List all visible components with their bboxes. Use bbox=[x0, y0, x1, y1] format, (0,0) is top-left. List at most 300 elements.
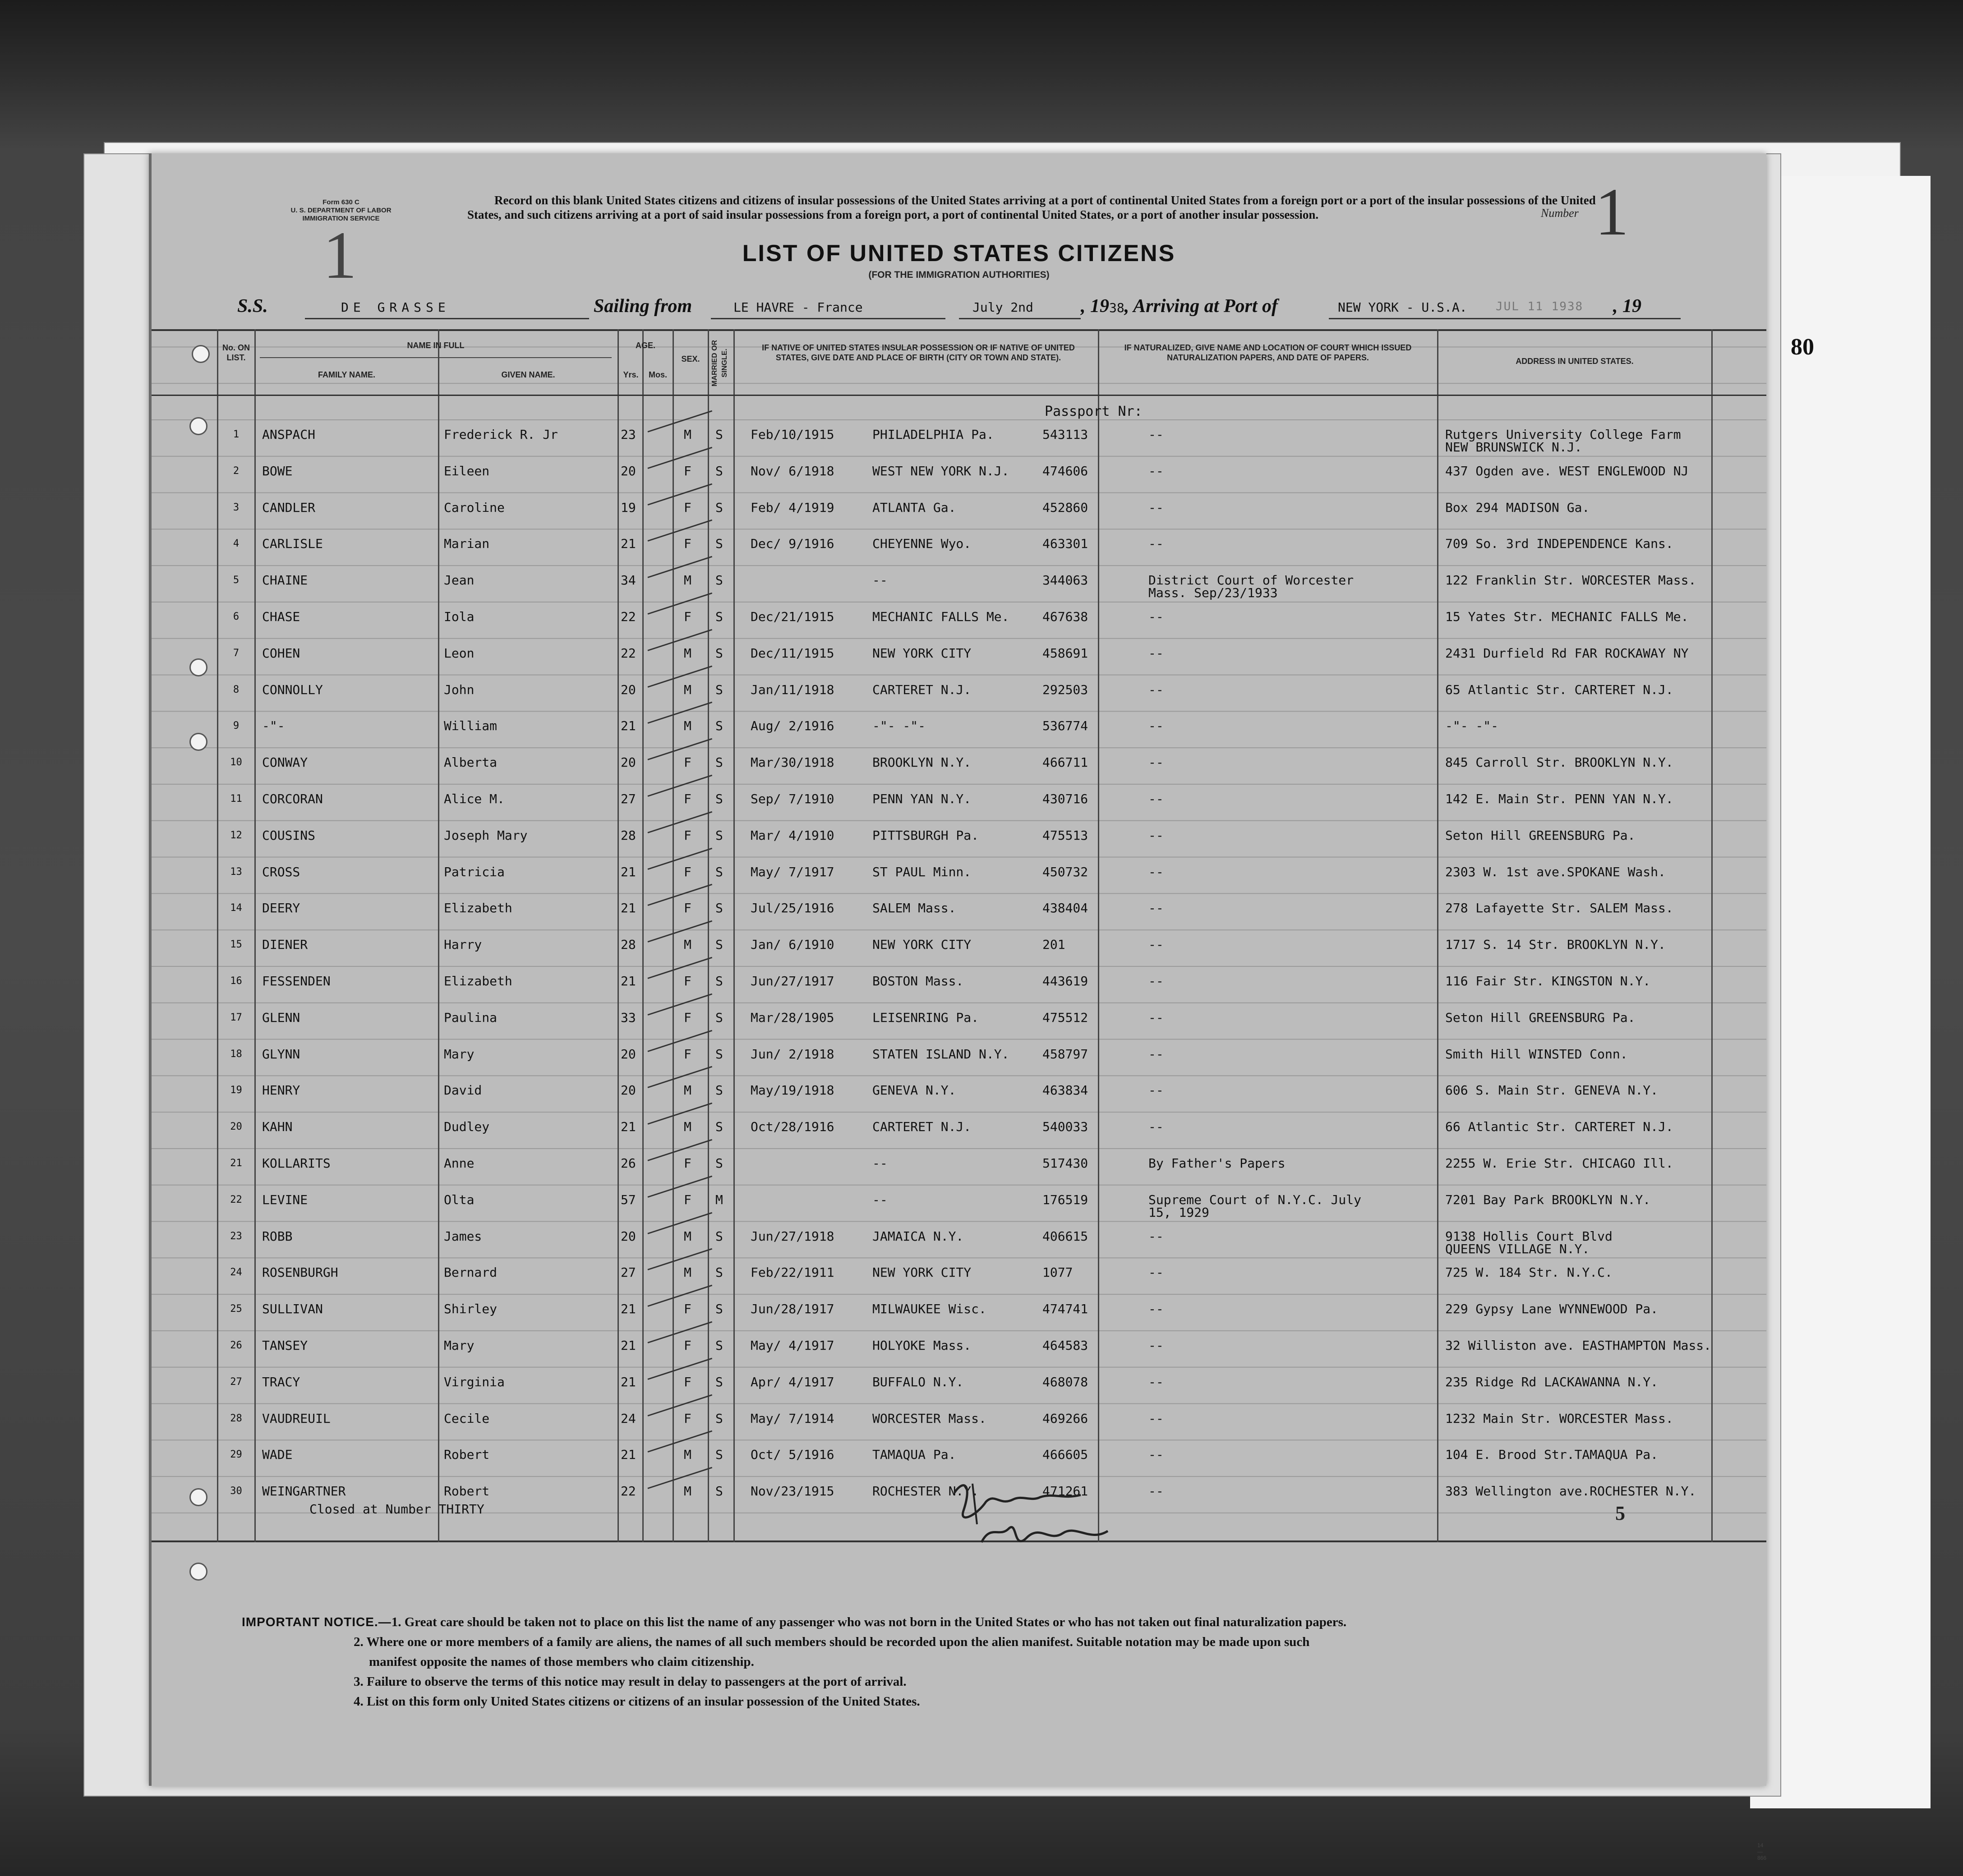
address-line-2: NEW BRUNSWICK N.J. bbox=[1445, 440, 1582, 455]
sex: M bbox=[684, 1484, 691, 1499]
sex: F bbox=[684, 463, 691, 478]
ship-name: DE GRASSE bbox=[341, 300, 450, 315]
row-number: 30 bbox=[230, 1485, 242, 1497]
birth-place: PITTSBURGH Pa. bbox=[872, 828, 979, 843]
address: 9138 Hollis Court Blvd bbox=[1445, 1228, 1613, 1244]
row-number: 24 bbox=[230, 1267, 242, 1278]
port-underline bbox=[1329, 318, 1681, 319]
address: 725 W. 184 Str. N.Y.C. bbox=[1445, 1265, 1613, 1280]
row-number: 15 bbox=[230, 939, 242, 951]
passport-number: 450732 bbox=[1042, 864, 1088, 879]
passport-number: 466711 bbox=[1042, 755, 1088, 770]
department-name: U. S. DEPARTMENT OF LABOR bbox=[290, 207, 392, 214]
naturalization: -- bbox=[1148, 1301, 1164, 1317]
header-rule bbox=[152, 395, 1766, 396]
age-years: 21 bbox=[621, 1447, 636, 1462]
family-name: CHASE bbox=[262, 609, 300, 624]
col-header-family: FAMILY NAME. bbox=[318, 370, 376, 379]
marital-status: S bbox=[715, 536, 723, 552]
year-prefix-text: , 19 bbox=[1081, 296, 1109, 317]
col-header-given: GIVEN NAME. bbox=[501, 370, 555, 379]
naturalization: -- bbox=[1148, 500, 1164, 515]
age-years: 20 bbox=[621, 1083, 636, 1098]
row-number: 29 bbox=[230, 1449, 242, 1461]
birth-date: May/ 7/1914 bbox=[751, 1411, 834, 1426]
sex: F bbox=[684, 828, 691, 843]
naturalization: -- bbox=[1148, 1374, 1164, 1389]
naturalization: -- bbox=[1148, 828, 1164, 843]
col-header-address: ADDRESS IN UNITED STATES. bbox=[1516, 357, 1634, 366]
naturalization: -- bbox=[1148, 791, 1164, 806]
passport-number: 469266 bbox=[1042, 1411, 1088, 1426]
sex: F bbox=[684, 755, 691, 770]
sex: F bbox=[684, 609, 691, 624]
address: 437 Ogden ave. WEST ENGLEWOOD NJ bbox=[1445, 463, 1689, 478]
address: 845 Carroll Str. BROOKLYN N.Y. bbox=[1445, 755, 1673, 770]
col-header-sex: SEX. bbox=[681, 354, 700, 363]
birth-date: Mar/ 4/1910 bbox=[751, 828, 834, 843]
birth-place: MILWAUKEE Wisc. bbox=[872, 1301, 986, 1317]
birth-date: Nov/23/1915 bbox=[751, 1484, 834, 1499]
birth-date: Dec/11/1915 bbox=[751, 645, 834, 661]
passport-number: 201 bbox=[1042, 937, 1065, 952]
margin-mark: 80 bbox=[1791, 334, 1814, 360]
row-number: 22 bbox=[230, 1194, 242, 1205]
address: 15 Yates Str. MECHANIC FALLS Me. bbox=[1445, 609, 1689, 624]
marital-status: S bbox=[715, 718, 723, 734]
family-name: COUSINS bbox=[262, 828, 316, 843]
birth-date: Jun/28/1917 bbox=[751, 1301, 834, 1317]
sailing-date: July 2nd bbox=[972, 300, 1033, 315]
address: 66 Atlantic Str. CARTERET N.J. bbox=[1445, 1119, 1673, 1135]
age-years: 24 bbox=[621, 1411, 636, 1426]
age-years: 21 bbox=[621, 974, 636, 989]
passport-number: 466605 bbox=[1042, 1447, 1088, 1462]
arrival-date-stamp: JUL 11 1938 bbox=[1496, 300, 1584, 313]
passport-number: 540033 bbox=[1042, 1119, 1088, 1135]
sex: F bbox=[684, 1374, 691, 1389]
address: Box 294 MADISON Ga. bbox=[1445, 500, 1590, 515]
family-name: WADE bbox=[262, 1447, 293, 1462]
marital-status: S bbox=[715, 755, 723, 770]
given-name: Cecile bbox=[444, 1411, 490, 1426]
binder-hole bbox=[189, 733, 207, 751]
birth-date: May/ 7/1917 bbox=[751, 864, 834, 879]
birth-place: CARTERET N.J. bbox=[872, 1119, 972, 1135]
marital-status: S bbox=[715, 500, 723, 515]
given-name: Mary bbox=[444, 1046, 475, 1062]
birth-place: NEW YORK CITY bbox=[872, 1265, 972, 1280]
list-number: 1 bbox=[1595, 175, 1629, 249]
sex: F bbox=[684, 1338, 691, 1353]
birth-place: -- bbox=[872, 1156, 888, 1171]
address: 1232 Main Str. WORCESTER Mass. bbox=[1445, 1411, 1673, 1426]
age-years: 33 bbox=[621, 1010, 636, 1025]
row-number: 11 bbox=[230, 793, 242, 805]
row-number: 28 bbox=[230, 1412, 242, 1424]
birth-place: JAMAICA N.Y. bbox=[872, 1228, 964, 1244]
sex: M bbox=[684, 1447, 691, 1462]
given-name: Alice M. bbox=[444, 791, 505, 806]
birth-date: Aug/ 2/1916 bbox=[751, 718, 834, 734]
marital-status: S bbox=[715, 1119, 723, 1135]
col-divider bbox=[673, 329, 674, 1542]
date-underline bbox=[959, 318, 1081, 319]
given-name: Iola bbox=[444, 609, 475, 624]
naturalization: -- bbox=[1148, 463, 1164, 478]
naturalization: -- bbox=[1148, 755, 1164, 770]
address: 7201 Bay Park BROOKLYN N.Y. bbox=[1445, 1192, 1651, 1207]
birth-place: WEST NEW YORK N.J. bbox=[872, 463, 1009, 478]
birth-place: ROCHESTER N.Y. bbox=[872, 1484, 979, 1499]
birth-date: Feb/ 4/1919 bbox=[751, 500, 834, 515]
marital-status: S bbox=[715, 1265, 723, 1280]
name-header-rule bbox=[260, 357, 612, 358]
row-number: 6 bbox=[233, 611, 240, 622]
family-name: -"- bbox=[262, 718, 285, 734]
row-number: 27 bbox=[230, 1376, 242, 1388]
family-name: ROBB bbox=[262, 1228, 293, 1244]
row-number: 2 bbox=[233, 465, 240, 477]
family-name: DIENER bbox=[262, 937, 308, 952]
row-number: 14 bbox=[230, 902, 242, 914]
family-name: KOLLARITS bbox=[262, 1156, 331, 1171]
col-header-marital: MARRIED OR SINGLE. bbox=[711, 340, 728, 386]
age-years: 20 bbox=[621, 1046, 636, 1062]
birth-date: Oct/28/1916 bbox=[751, 1119, 834, 1135]
sex: F bbox=[684, 974, 691, 989]
age-years: 22 bbox=[621, 645, 636, 661]
row-number: 25 bbox=[230, 1303, 242, 1315]
given-name: Olta bbox=[444, 1192, 475, 1207]
naturalization: -- bbox=[1148, 901, 1164, 916]
col-header-name: NAME IN FULL bbox=[407, 341, 465, 350]
birth-date: Jun/ 2/1918 bbox=[751, 1046, 834, 1062]
row-number: 9 bbox=[233, 720, 240, 732]
sex: M bbox=[684, 1119, 691, 1135]
age-years: 23 bbox=[621, 427, 636, 442]
sex: F bbox=[684, 1301, 691, 1317]
birth-place: TAMAQUA Pa. bbox=[872, 1447, 956, 1462]
corner-number: 1 bbox=[323, 218, 357, 293]
birth-date: Mar/28/1905 bbox=[751, 1010, 834, 1025]
given-name: Patricia bbox=[444, 864, 505, 879]
sex: M bbox=[684, 718, 691, 734]
row-number: 3 bbox=[233, 501, 240, 513]
age-years: 20 bbox=[621, 682, 636, 697]
given-name: Robert bbox=[444, 1484, 490, 1499]
record-notice: Record on this blank United States citizens and citizens of insular possessions of the United States arriving at a port of continental United States from a foreign port or a port of the insular possessions of the United States, and such citizens arriving at a port of said insular possessions from a foreign port, a port of continental United States, or a port of another insular possession. bbox=[467, 193, 1596, 221]
address: 65 Atlantic Str. CARTERET N.J. bbox=[1445, 682, 1673, 697]
given-name: Eileen bbox=[444, 463, 490, 478]
row-number: 1 bbox=[233, 429, 240, 440]
naturalization: -- bbox=[1148, 682, 1164, 697]
passport-number: 464583 bbox=[1042, 1338, 1088, 1353]
marital-status: S bbox=[715, 1010, 723, 1025]
marital-status: S bbox=[715, 1338, 723, 1353]
naturalization: -- bbox=[1148, 427, 1164, 442]
given-name: Mary bbox=[444, 1338, 475, 1353]
address: 606 S. Main Str. GENEVA N.Y. bbox=[1445, 1083, 1659, 1098]
naturalization: -- bbox=[1148, 974, 1164, 989]
naturalization: -- bbox=[1148, 1228, 1164, 1244]
form-code: 14—866 bbox=[1757, 1842, 1767, 1861]
family-name: CROSS bbox=[262, 864, 300, 879]
birth-date: Feb/10/1915 bbox=[751, 427, 834, 442]
passport-number: 468078 bbox=[1042, 1374, 1088, 1389]
naturalization: -- bbox=[1148, 609, 1164, 624]
age-years: 26 bbox=[621, 1156, 636, 1171]
marital-status: S bbox=[715, 937, 723, 952]
birth-place: NEW YORK CITY bbox=[872, 645, 972, 661]
page-mark: 5 bbox=[1615, 1502, 1625, 1524]
passport-number: 458797 bbox=[1042, 1046, 1088, 1062]
family-name: ROSENBURGH bbox=[262, 1265, 338, 1280]
address: Seton Hill GREENSBURG Pa. bbox=[1445, 828, 1636, 843]
birth-place: STATEN ISLAND N.Y. bbox=[872, 1046, 1009, 1062]
address: 122 Franklin Str. WORCESTER Mass. bbox=[1445, 573, 1696, 588]
naturalization-line-2: Mass. Sep/23/1933 bbox=[1148, 585, 1278, 601]
birth-date: May/ 4/1917 bbox=[751, 1338, 834, 1353]
given-name: Virginia bbox=[444, 1374, 505, 1389]
birth-date: Oct/ 5/1916 bbox=[751, 1447, 834, 1462]
age-years: 19 bbox=[621, 500, 636, 515]
given-name: Marian bbox=[444, 536, 490, 552]
col-divider bbox=[1437, 329, 1438, 1542]
birth-place: PENN YAN N.Y. bbox=[872, 791, 972, 806]
birth-date: Sep/ 7/1910 bbox=[751, 791, 834, 806]
address: 142 E. Main Str. PENN YAN N.Y. bbox=[1445, 791, 1673, 806]
row-number: 12 bbox=[230, 829, 242, 841]
passport-number: 463301 bbox=[1042, 536, 1088, 552]
col-divider bbox=[217, 329, 218, 1542]
address: 278 Lafayette Str. SALEM Mass. bbox=[1445, 901, 1673, 916]
address: Seton Hill GREENSBURG Pa. bbox=[1445, 1010, 1636, 1025]
birth-place: ST PAUL Minn. bbox=[872, 864, 972, 879]
arrival-port: NEW YORK - U.S.A. bbox=[1338, 300, 1467, 315]
given-name: Frederick R. Jr bbox=[444, 427, 558, 442]
family-name: LEVINE bbox=[262, 1192, 308, 1207]
naturalization: -- bbox=[1148, 1484, 1164, 1499]
age-years: 21 bbox=[621, 536, 636, 552]
sailing-label bbox=[594, 295, 692, 317]
passport-number: 536774 bbox=[1042, 718, 1088, 734]
sex: M bbox=[684, 1083, 691, 1098]
naturalization: Supreme Court of N.Y.C. July bbox=[1148, 1192, 1362, 1207]
page-title: LIST OF UNITED STATES CITIZENS bbox=[742, 240, 1176, 267]
family-name: COHEN bbox=[262, 645, 300, 661]
marital-status: S bbox=[715, 1484, 723, 1499]
page-subtitle: (FOR THE IMMIGRATION AUTHORITIES) bbox=[868, 270, 1050, 280]
given-name: David bbox=[444, 1083, 482, 1098]
address: Smith Hill WINSTED Conn. bbox=[1445, 1046, 1628, 1062]
sex: M bbox=[684, 645, 691, 661]
birth-place: -- bbox=[872, 1192, 888, 1207]
notice-item-2-cont: manifest opposite the names of those members who claim citizenship. bbox=[369, 1655, 754, 1669]
passport-number: 471261 bbox=[1042, 1484, 1088, 1499]
sex: F bbox=[684, 864, 691, 879]
age-years: 57 bbox=[621, 1192, 636, 1207]
year-suffix-text: , 19 bbox=[1613, 296, 1641, 317]
sailing-year: 38 bbox=[1109, 300, 1124, 315]
passport-number: 475512 bbox=[1042, 1010, 1088, 1025]
naturalization: -- bbox=[1148, 937, 1164, 952]
given-name: John bbox=[444, 682, 475, 697]
col-divider bbox=[438, 329, 439, 1542]
birth-place: SALEM Mass. bbox=[872, 901, 956, 916]
row-number: 19 bbox=[230, 1085, 242, 1096]
row-number: 18 bbox=[230, 1048, 242, 1060]
family-name: KAHN bbox=[262, 1119, 293, 1135]
binder-hole bbox=[189, 417, 207, 435]
birth-date: Feb/22/1911 bbox=[751, 1265, 834, 1280]
birth-date: Jan/11/1918 bbox=[751, 682, 834, 697]
col-divider bbox=[1098, 329, 1099, 1542]
naturalization: -- bbox=[1148, 1338, 1164, 1353]
col-divider bbox=[733, 329, 735, 1542]
passport-label: Passport Nr: bbox=[1045, 404, 1143, 419]
given-name: Elizabeth bbox=[444, 974, 512, 989]
family-name: VAUDREUIL bbox=[262, 1411, 331, 1426]
passport-number: 438404 bbox=[1042, 901, 1088, 916]
notice-item-1 bbox=[242, 1612, 1346, 1632]
naturalization: -- bbox=[1148, 1010, 1164, 1025]
sex: F bbox=[684, 1156, 691, 1171]
birth-place: WORCESTER Mass. bbox=[872, 1411, 986, 1426]
address: 2303 W. 1st ave.SPOKANE Wash. bbox=[1445, 864, 1666, 879]
passport-number: 543113 bbox=[1042, 427, 1088, 442]
age-years: 21 bbox=[621, 1301, 636, 1317]
birth-place: ATLANTA Ga. bbox=[872, 500, 956, 515]
birth-date: Nov/ 6/1918 bbox=[751, 463, 834, 478]
given-name: James bbox=[444, 1228, 482, 1244]
row-number: 10 bbox=[230, 757, 242, 768]
row-number: 21 bbox=[230, 1158, 242, 1169]
family-name: DEERY bbox=[262, 901, 300, 916]
passport-number: 176519 bbox=[1042, 1192, 1088, 1207]
age-years: 27 bbox=[621, 1265, 636, 1280]
form-number: Form 630 C bbox=[323, 198, 359, 206]
row-number: 26 bbox=[230, 1340, 242, 1351]
given-name: Anne bbox=[444, 1156, 475, 1171]
age-years: 27 bbox=[621, 791, 636, 806]
marital-status: S bbox=[715, 463, 723, 478]
passport-number: 452860 bbox=[1042, 500, 1088, 515]
birth-place: -- bbox=[872, 573, 888, 588]
notice-text-1: 1. Great care should be taken not to place on this list the name of any passenger who was not born in the United States or who has not taken out final naturalization papers. bbox=[391, 1615, 1347, 1629]
family-name: CONNOLLY bbox=[262, 682, 323, 697]
marital-status: S bbox=[715, 791, 723, 806]
sex: F bbox=[684, 1192, 691, 1207]
given-name: Joseph Mary bbox=[444, 828, 528, 843]
marital-status: S bbox=[715, 1447, 723, 1462]
birth-date: Jul/25/1916 bbox=[751, 901, 834, 916]
age-years: 20 bbox=[621, 755, 636, 770]
birth-place: GENEVA N.Y. bbox=[872, 1083, 956, 1098]
col-divider bbox=[617, 329, 619, 1542]
manifest-sheet bbox=[149, 153, 1767, 1861]
age-years: 21 bbox=[621, 901, 636, 916]
marital-status: S bbox=[715, 645, 723, 661]
row-number: 5 bbox=[233, 575, 240, 586]
family-name: CONWAY bbox=[262, 755, 308, 770]
naturalization: -- bbox=[1148, 1119, 1164, 1135]
col-header-no: No. ON LIST. bbox=[222, 343, 250, 362]
marital-status: S bbox=[715, 427, 723, 442]
address: 116 Fair Str. KINGSTON N.Y. bbox=[1445, 974, 1651, 989]
passport-number: 475513 bbox=[1042, 828, 1088, 843]
naturalization: -- bbox=[1148, 864, 1164, 879]
birth-date: Jan/ 6/1910 bbox=[751, 937, 834, 952]
col-divider bbox=[254, 329, 256, 1542]
passport-number: 467638 bbox=[1042, 609, 1088, 624]
given-name: Shirley bbox=[444, 1301, 498, 1317]
row-number: 20 bbox=[230, 1121, 242, 1133]
passport-number: 1077 bbox=[1042, 1265, 1073, 1280]
col-header-naturalized: IF NATURALIZED, GIVE NAME AND LOCATION OF COURT WHICH ISSUED NATURALIZATION PAPERS, AND DATE OF PAPERS. bbox=[1124, 343, 1412, 362]
passport-number: 458691 bbox=[1042, 645, 1088, 661]
age-years: 21 bbox=[621, 1119, 636, 1135]
sex: M bbox=[684, 573, 691, 588]
passport-number: 517430 bbox=[1042, 1156, 1088, 1171]
family-name: CANDLER bbox=[262, 500, 316, 515]
passport-number: 430716 bbox=[1042, 791, 1088, 806]
age-years: 21 bbox=[621, 1338, 636, 1353]
ss-label-text: S.S. bbox=[237, 296, 268, 317]
arriving-label: , Arriving at Port of bbox=[1124, 296, 1278, 317]
family-name: FESSENDEN bbox=[262, 974, 331, 989]
notice-item-4: 4. List on this form only United States citizens or citizens of an insular possession of the United States. bbox=[354, 1694, 920, 1709]
col-divider bbox=[1711, 329, 1713, 1542]
passport-number: 344063 bbox=[1042, 573, 1088, 588]
naturalization-line-2: 15, 1929 bbox=[1148, 1205, 1209, 1220]
passport-number: 474741 bbox=[1042, 1301, 1088, 1317]
birth-place: BOSTON Mass. bbox=[872, 974, 964, 989]
family-name: CORCORAN bbox=[262, 791, 323, 806]
col-header-age: AGE. bbox=[635, 341, 655, 350]
birth-date: Jun/27/1918 bbox=[751, 1228, 834, 1244]
sailing-underline bbox=[711, 318, 945, 319]
address: 104 E. Brood Str.TAMAQUA Pa. bbox=[1445, 1447, 1659, 1462]
birth-place: BROOKLYN N.Y. bbox=[872, 755, 972, 770]
ship-underline bbox=[305, 318, 589, 319]
sex: M bbox=[684, 1228, 691, 1244]
inspector-signature bbox=[945, 1475, 1180, 1565]
year-prefix bbox=[1081, 295, 1278, 317]
naturalization: -- bbox=[1148, 1265, 1164, 1280]
given-name: Caroline bbox=[444, 500, 505, 515]
col-divider bbox=[642, 329, 644, 1542]
passport-number: 443619 bbox=[1042, 974, 1088, 989]
col-header-mos: Mos. bbox=[648, 370, 667, 379]
family-name: CARLISLE bbox=[262, 536, 323, 552]
birth-place: LEISENRING Pa. bbox=[872, 1010, 979, 1025]
given-name: Harry bbox=[444, 937, 482, 952]
family-name: TANSEY bbox=[262, 1338, 308, 1353]
notice-label: IMPORTANT NOTICE.— bbox=[242, 1615, 392, 1629]
family-name: WEINGARTNER bbox=[262, 1484, 346, 1499]
address: Rutgers University College Farm bbox=[1445, 427, 1681, 442]
sailing-label-text: Sailing from bbox=[594, 296, 692, 317]
birth-place: CARTERET N.J. bbox=[872, 682, 972, 697]
marital-status: S bbox=[715, 1411, 723, 1426]
given-name: Elizabeth bbox=[444, 901, 512, 916]
marital-status: M bbox=[715, 1192, 723, 1207]
marital-status: S bbox=[715, 1228, 723, 1244]
sailing-port: LE HAVRE - France bbox=[733, 300, 863, 315]
birth-place: NEW YORK CITY bbox=[872, 937, 972, 952]
address: 383 Wellington ave.ROCHESTER N.Y. bbox=[1445, 1484, 1696, 1499]
